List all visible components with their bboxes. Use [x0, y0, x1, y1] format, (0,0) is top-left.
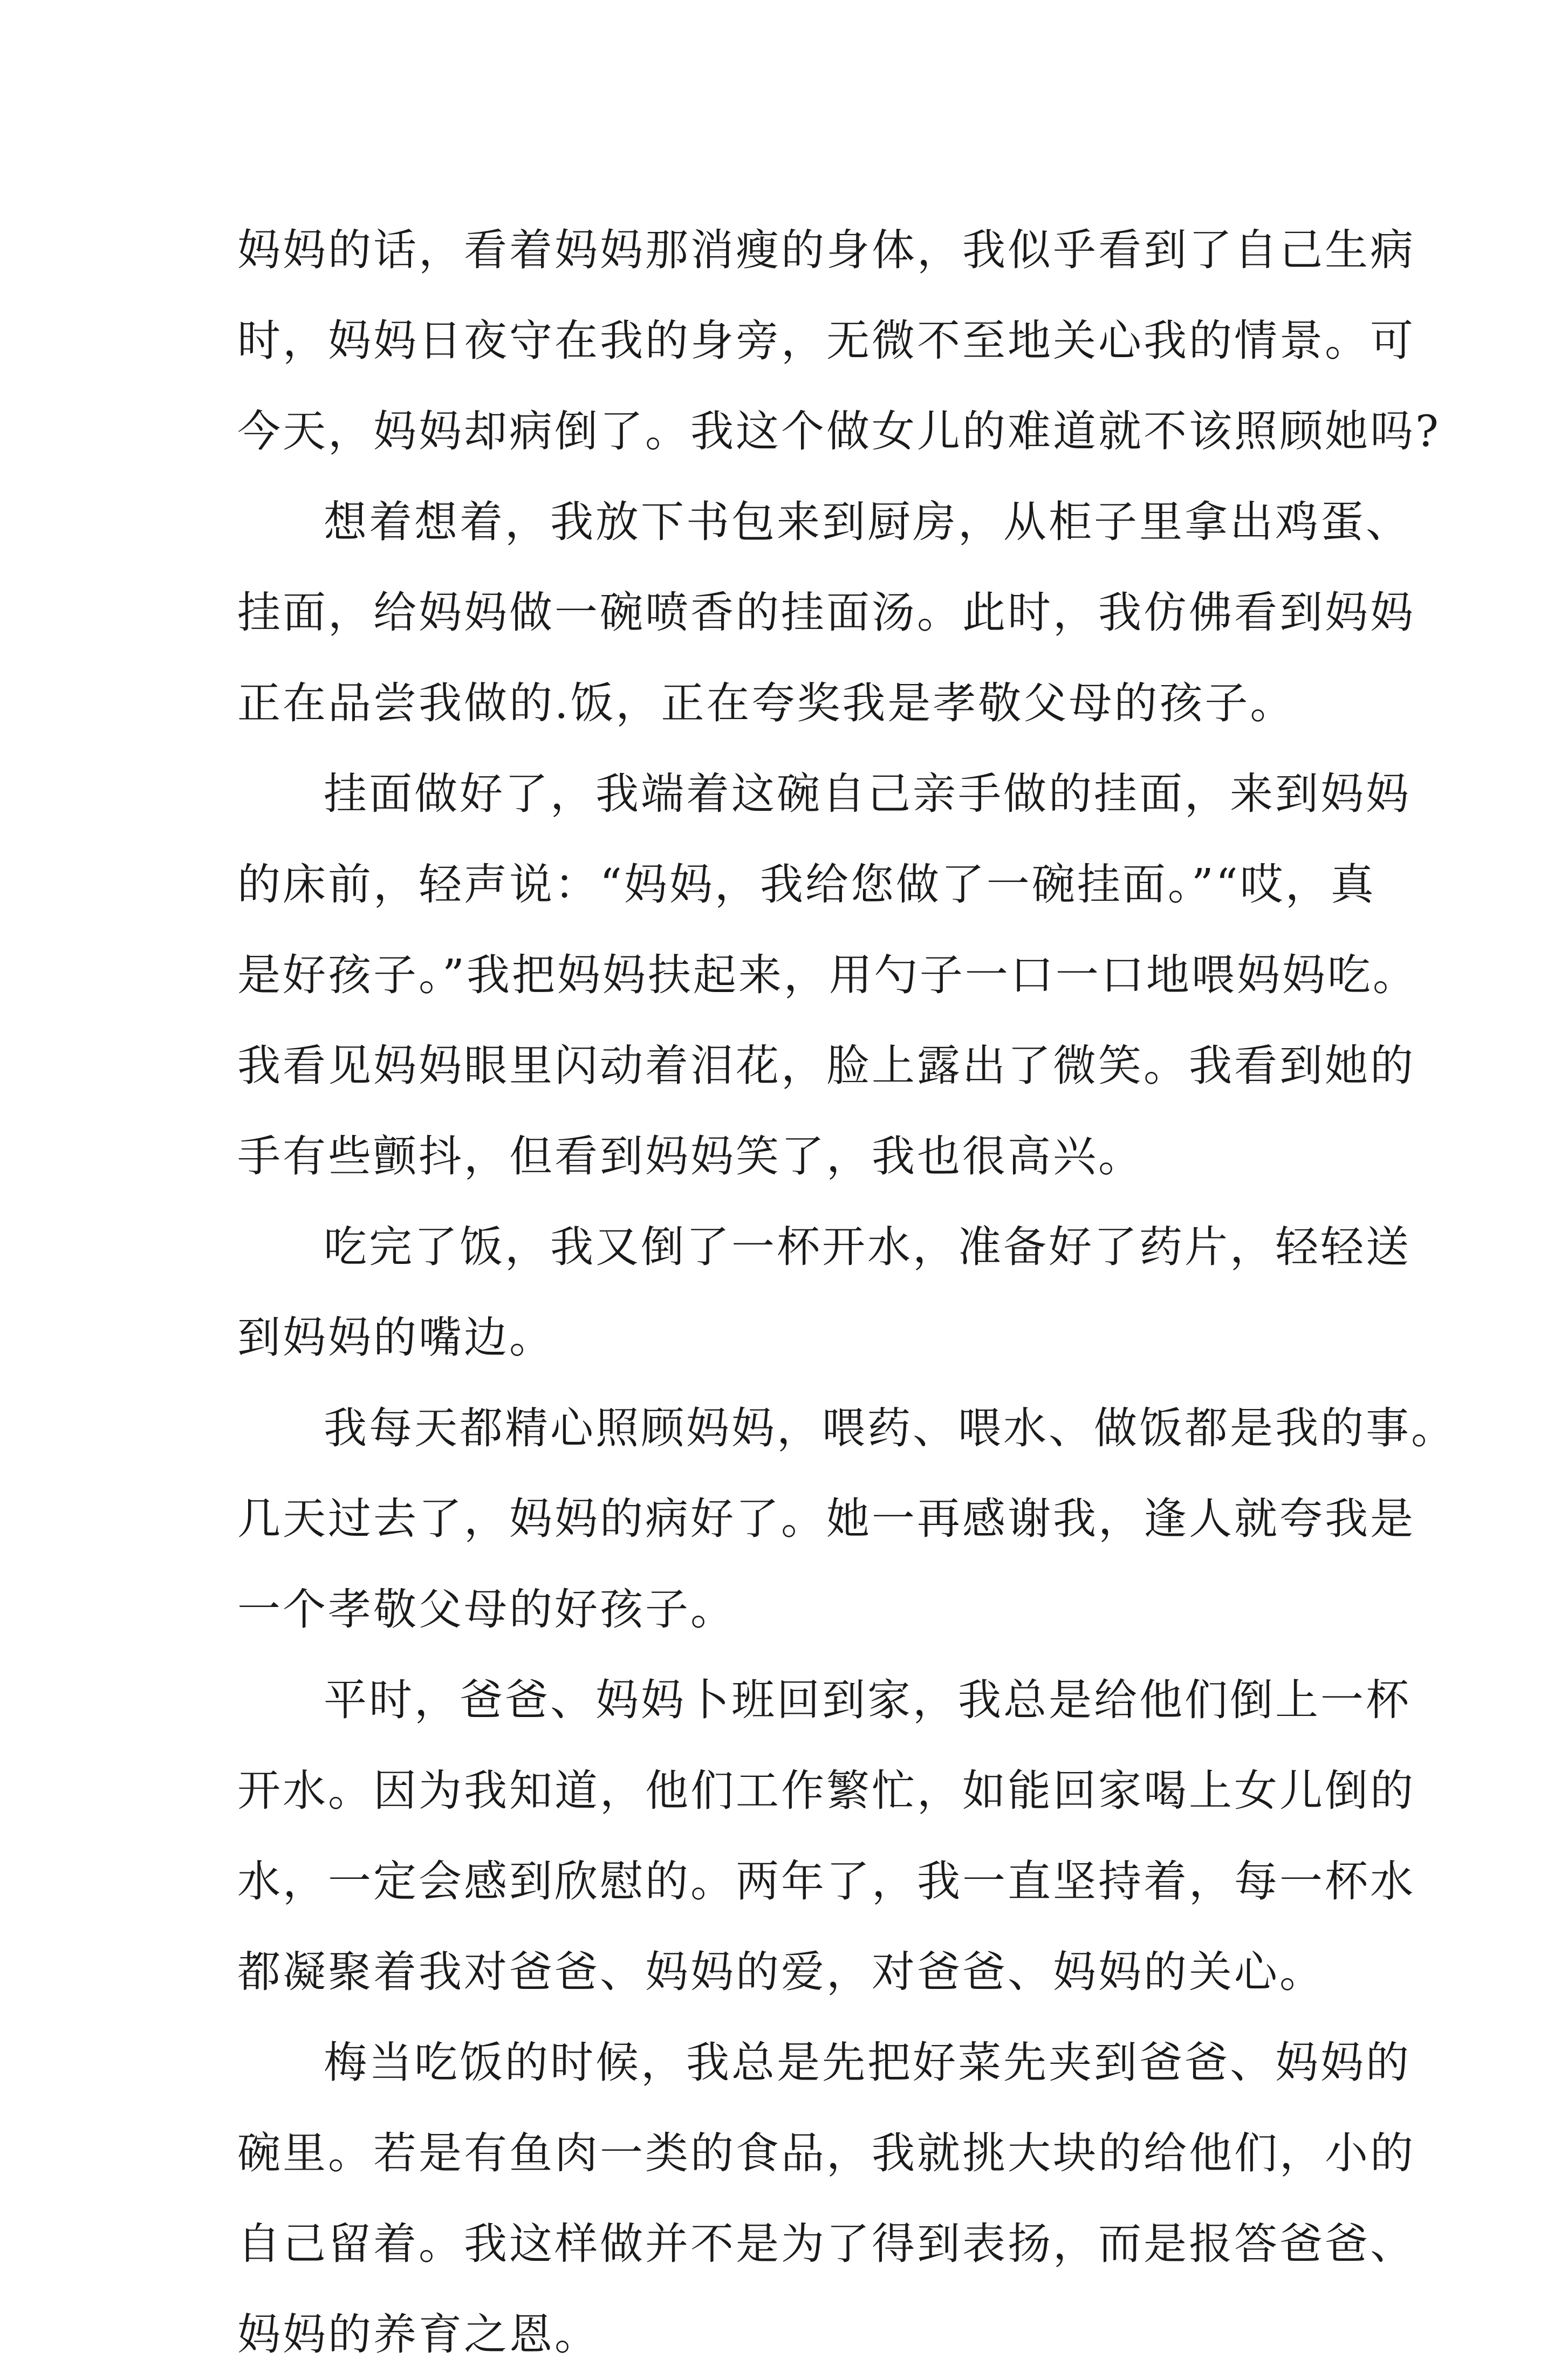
text-line: 我看见妈妈眼里闪动着泪花，脸上露出了微笑。我看到她的 [237, 1041, 1415, 1091]
text-line: 水，一定会感到欣慰的。两年了，我一直坚持着，每一杯水 [237, 1856, 1415, 1906]
text-line: 是好孩子。”我把妈妈扶起来，用勺子一口一口地喂妈妈吃。 [237, 950, 1418, 1000]
text-line: 都凝聚着我对爸爸、妈妈的爱，对爸爸、妈妈的关心。 [237, 1947, 1325, 1997]
essay-text [237, 205, 1456, 2380]
text-line: 挂面，给妈妈做一碗喷香的挂面汤。此时，我仿佛看到妈妈 [237, 587, 1415, 638]
text-line: 开水。因为我知道，他们工作繁忙，如能回家喝上女儿倒的 [237, 1766, 1415, 1816]
text-line: 妈妈的养育之恩。 [237, 2309, 600, 2360]
text-line: 妈妈的话，看着妈妈那消瘦的身体，我似乎看到了自己生病 [237, 225, 1415, 275]
text-line: 几天过去了，妈妈的病好了。她一再感谢我，逢人就夸我是 [237, 1494, 1415, 1544]
text-line: 的床前，轻声说：“妈妈，我给您做了一碗挂面。”“哎，真 [237, 859, 1376, 909]
paragraph-first-line: 想着想着，我放下书包来到厨房，从柜子里拿出鸡蛋、 [324, 497, 1411, 547]
text-line: 正在品尝我做的.饭，正在夸奖我是孝敬父母的孩子。 [237, 678, 1296, 728]
paragraph-first-line: 挂面做好了，我端着这碗自己亲手做的挂面，来到妈妈 [324, 769, 1411, 819]
paragraph-first-line: 吃完了饭，我又倒了一杯开水，准备好了药片，轻轻送 [324, 1222, 1411, 1272]
text-line: 碗里。若是有鱼肉一类的食品，我就挑大块的给他们，小的 [237, 2128, 1415, 2178]
text-line: 今天，妈妈却病倒了。我这个做女儿的难道就不该照顾她吗? [237, 406, 1441, 456]
text-line: 到妈妈的嘴边。 [237, 1312, 554, 1363]
paragraph-first-line: 梅当吃饭的时候，我总是先把好菜先夹到爸爸、妈妈的 [324, 2037, 1411, 2088]
text-line: 手有些颤抖，但看到妈妈笑了，我也很高兴。 [237, 1131, 1144, 1181]
paragraph-first-line: 我每天都精心照顾妈妈，喂药、喂水、做饭都是我的事。 [324, 1403, 1456, 1453]
paragraph-first-line: 平时，爸爸、妈妈卜班回到家，我总是给他们倒上一杯 [324, 1675, 1411, 1725]
text-line: 自己留着。我这样做并不是为了得到表扬，而是报答爸爸、 [237, 2219, 1415, 2269]
text-line: 一个孝敬父母的好孩子。 [237, 1584, 736, 1634]
text-line: 时，妈妈日夜守在我的身旁，无微不至地关心我的情景。可 [237, 316, 1415, 366]
